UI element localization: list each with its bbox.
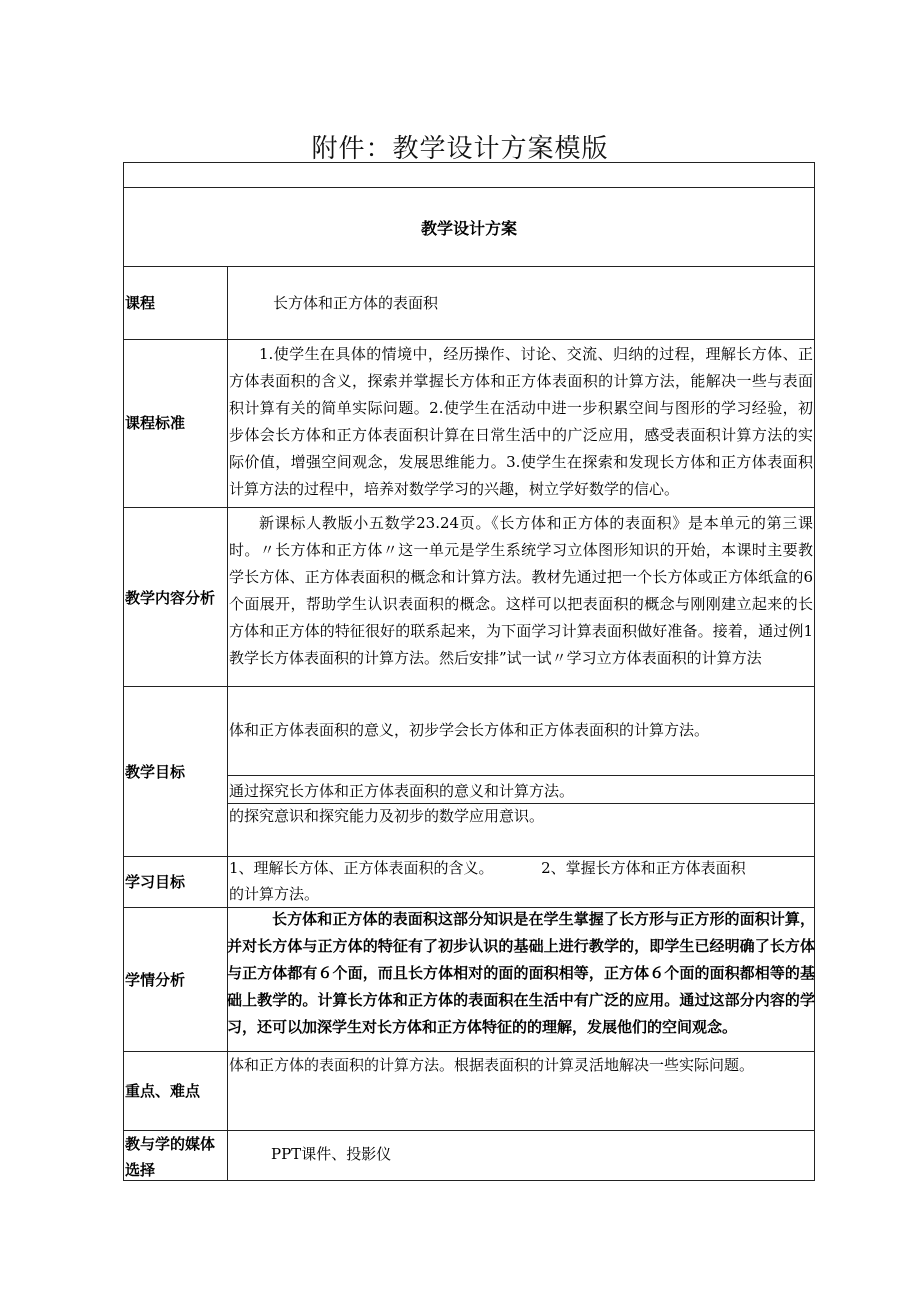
standard-value: 1.使学生在具体的情境中，经历操作、讨论、交流、归纳的过程，理解长方体、正方体表面积的含义，探索并掌握长方体和正方体表面积的计算方法，能解决一些与表面积计算有关的简单实际问题。2.使学生在活动中进一步积累空间与图形的学习经验，初步体会长方体和正方体表面积计算在日常生活中的广泛应用，感受表面积计算方法的实际价值，增强空间观念，发展思维能力。3.使学生在探索和发现长方体和正方体表面积计算方法的过程中，培养对数学学习的兴趣，树立学好数学的信心。 — [229, 345, 813, 498]
teaching-goals-label: 教学目标 — [125, 763, 186, 781]
teaching-goal-item: 通过探究长方体和正方体表面积的意义和计算方法。 — [229, 782, 575, 800]
goal-divider — [227, 775, 815, 776]
student-analysis-value: 长方体和正方体的表面积这部分知识是在学生掌握了长方形与正方形的面积计算，并对长方体与正方体的特征有了初步认识的基础上进行教学的，即学生已经明确了长方体与正方体都有６个面，而且长方体相对的面的面积相等，正方体６个面的面积都相等的基础上教学的。计算长方体和正方体的表面积在生活中有广泛的应用。通过这部分内容的学习，还可以加深学生对长方体和正方体特征的的理解，发展他们的空间观念。 — [227, 910, 815, 1036]
key-points-value: 体和正方体的表面积的计算方法。根据表面积的计算灵活地解决一些实际问题。 — [229, 1056, 755, 1074]
student-analysis-label: 学情分析 — [125, 971, 186, 989]
media-value: PPT课件、投影仪 — [271, 1145, 392, 1163]
row-divider — [123, 187, 815, 188]
key-points-label: 重点、难点 — [125, 1082, 201, 1100]
table-heading: 教学设计方案 — [420, 219, 517, 238]
column-divider — [227, 266, 228, 1181]
learning-goal-1: 1、理解长方体、正方体表面积的含义。 — [229, 859, 494, 877]
learning-goals-label: 学习目标 — [125, 873, 186, 891]
content-analysis-label: 教学内容分析 — [125, 589, 216, 607]
standard-label: 课程标准 — [125, 414, 186, 432]
learning-goal-continuation: 的计算方法。 — [229, 885, 320, 903]
media-label: 教与学的媒体选择 — [125, 1135, 216, 1179]
learning-goal-line — [229, 855, 813, 882]
teaching-goal-item: 体和正方体表面积的意义，初步学会长方体和正方体表面积的计算方法。 — [229, 721, 710, 739]
document-title: 附件：教学设计方案模版 — [311, 134, 609, 164]
content-analysis-value: 新课标人教版小五数学23.24页。《长方体和正方体的表面积》是本单元的第三课时。〃长方体和正方体〃这一单元是学生系统学习立体图形知识的开始，本课时主要教学长方体、正方体表面积的概念和计算方法。教材先通过把一个长方体或正方体纸盒的6个面展开，帮助学生认识表面积的概念。这样可以把表面积的概念与刚刚建立起来的长方体和正方体的特征很好的联系起来，为下面学习计算表面积做好准备。接着，通过例1教学长方体表面积的计算方法。然后安排”试一试〃学习立方体表面积的计算方法 — [229, 514, 813, 667]
teaching-goal-item: 的探究意识和探究能力及初步的数学应用意识。 — [229, 807, 545, 825]
learning-goal-2: 2、掌握长方体和正方体表面积 — [541, 859, 746, 877]
course-value: 长方体和正方体的表面积 — [273, 294, 439, 312]
course-label: 课程 — [125, 294, 156, 312]
